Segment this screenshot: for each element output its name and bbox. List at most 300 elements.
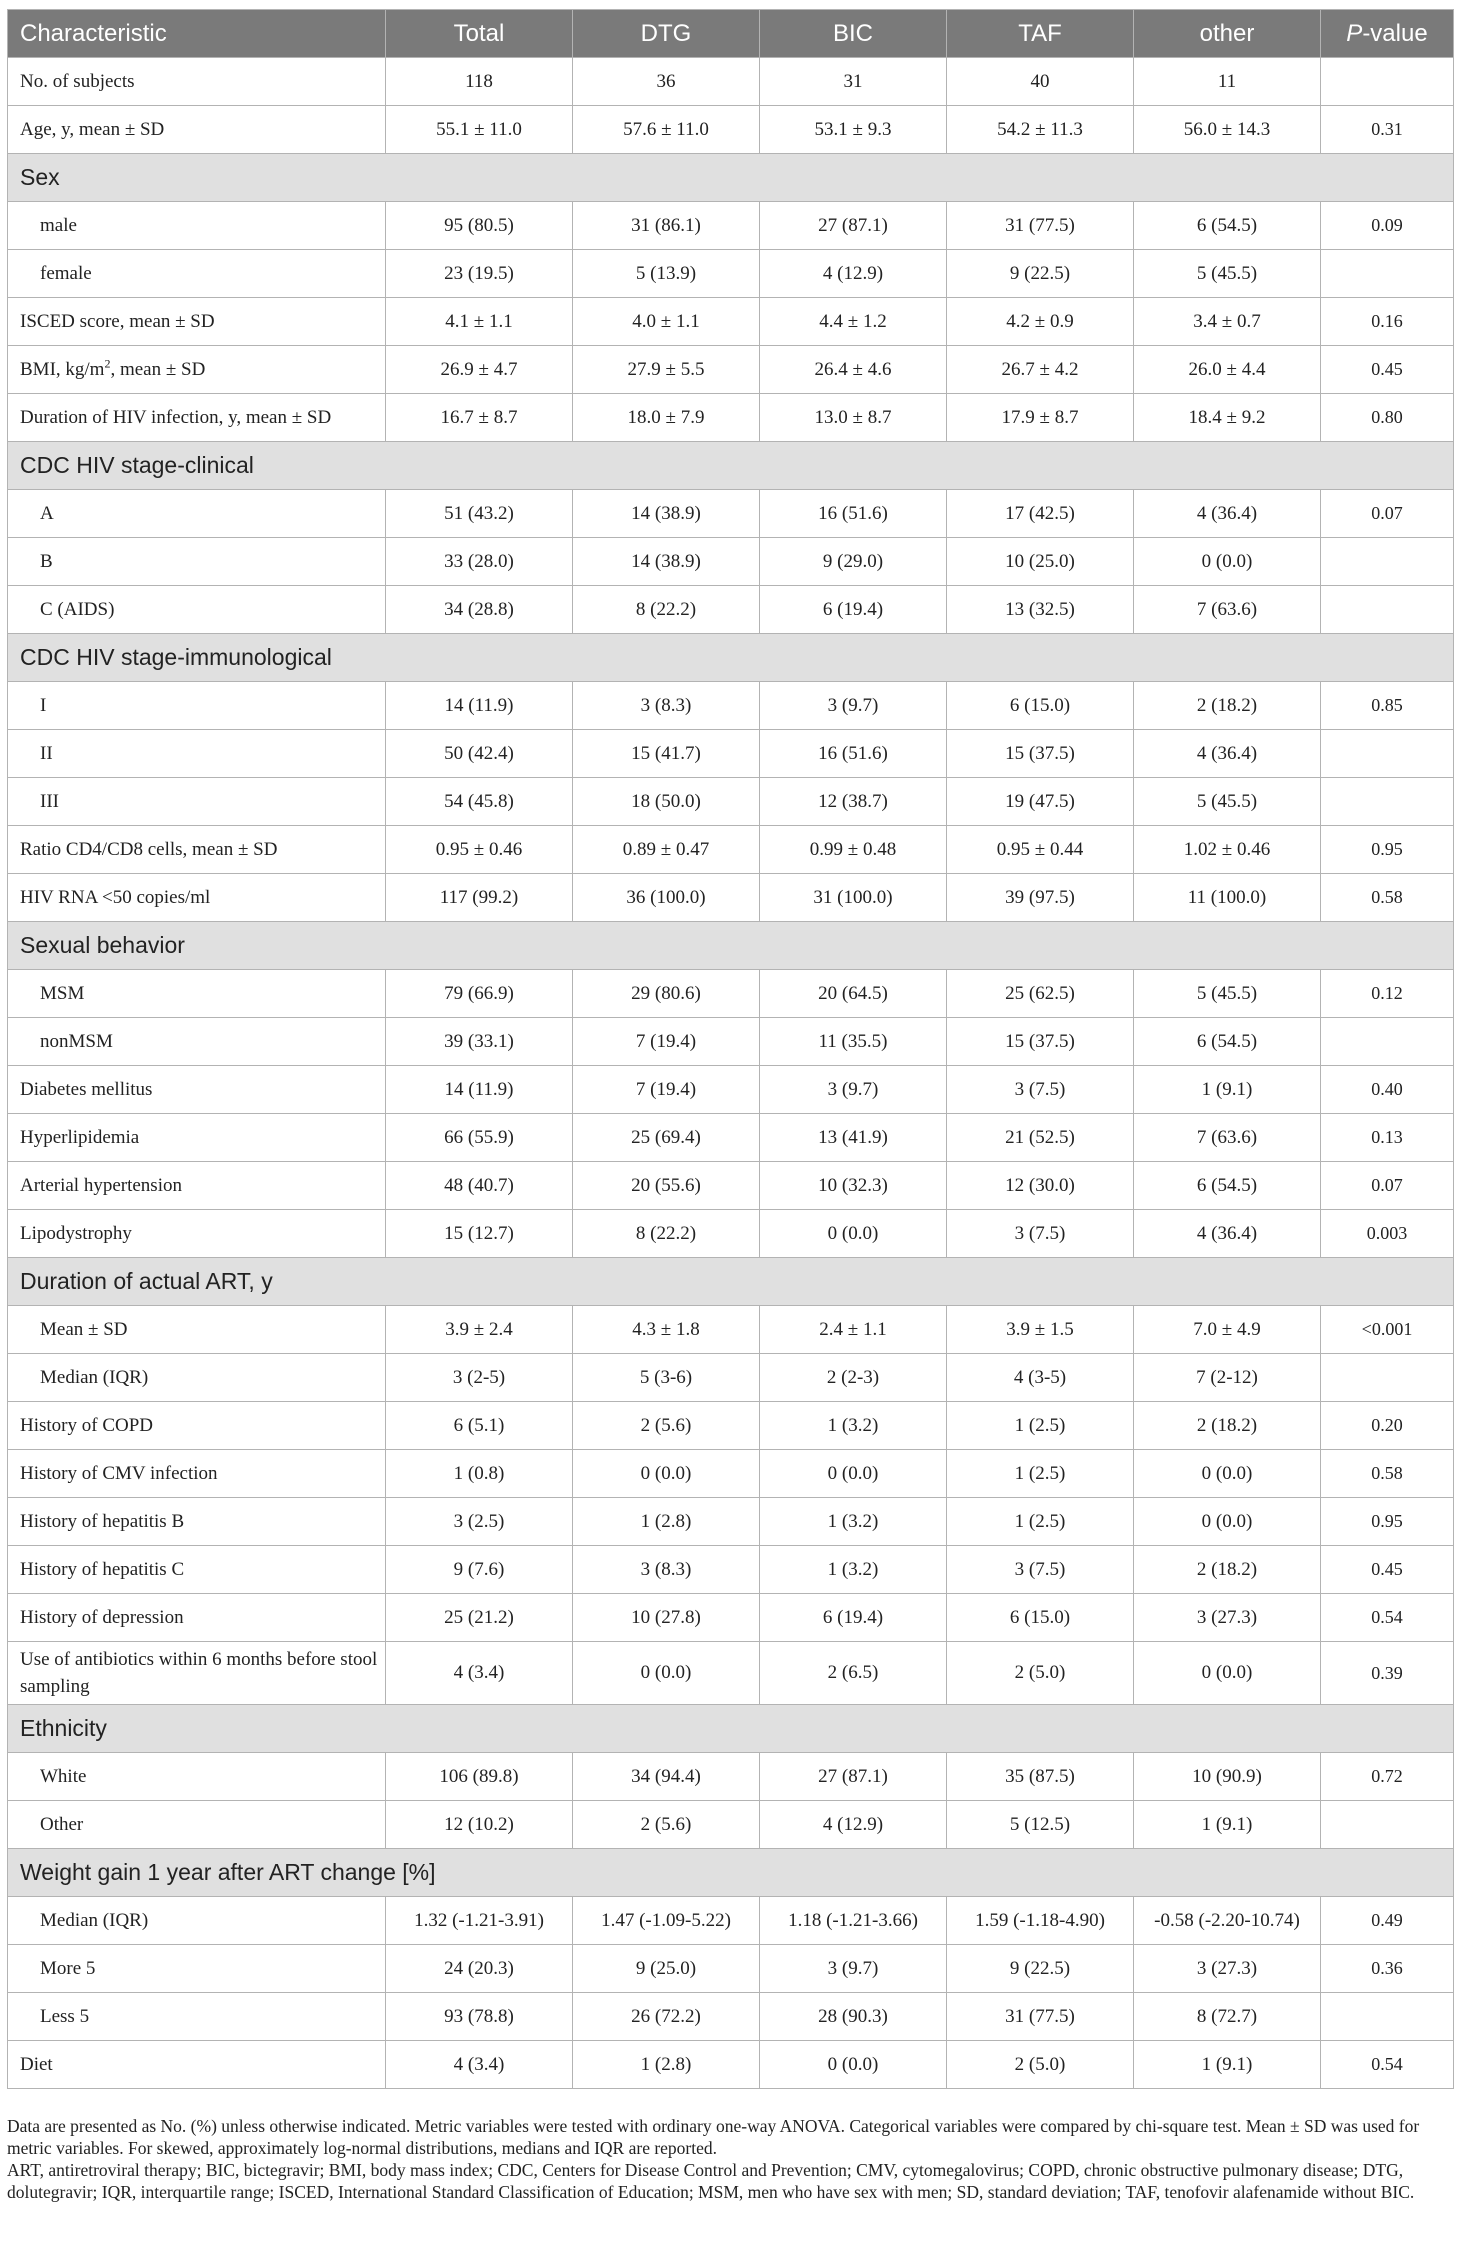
cell-p-value bbox=[1321, 1993, 1454, 2041]
row-label: History of CMV infection bbox=[8, 1450, 386, 1498]
table-row bbox=[8, 1450, 1454, 1498]
cell-total: 1 (0.8) bbox=[386, 1450, 573, 1498]
cell-other: 1 (9.1) bbox=[1134, 2041, 1321, 2089]
cell-p-value bbox=[1321, 250, 1454, 298]
row-label: Use of antibiotics within 6 months before stool sampling bbox=[8, 1642, 386, 1705]
section-header-row bbox=[8, 154, 1454, 202]
cell-other: 1.02 ± 0.46 bbox=[1134, 826, 1321, 874]
cell-total: 15 (12.7) bbox=[386, 1210, 573, 1258]
cell-taf: 3 (7.5) bbox=[947, 1546, 1134, 1594]
section-header-row bbox=[8, 922, 1454, 970]
cell-dtg: 14 (38.9) bbox=[573, 490, 760, 538]
cell-p-value bbox=[1321, 778, 1454, 826]
cell-dtg: 34 (94.4) bbox=[573, 1753, 760, 1801]
cell-taf: 9 (22.5) bbox=[947, 1945, 1134, 1993]
header-bic: BIC bbox=[760, 10, 947, 58]
cell-bic: 0.99 ± 0.48 bbox=[760, 826, 947, 874]
cell-dtg: 4.3 ± 1.8 bbox=[573, 1306, 760, 1354]
cell-bic: 3 (9.7) bbox=[760, 1945, 947, 1993]
cell-total: 4 (3.4) bbox=[386, 1642, 573, 1705]
table-row bbox=[8, 1162, 1454, 1210]
cell-total: 66 (55.9) bbox=[386, 1114, 573, 1162]
cell-dtg: 18.0 ± 7.9 bbox=[573, 394, 760, 442]
cell-bic: 0 (0.0) bbox=[760, 2041, 947, 2089]
cell-other: 7 (2-12) bbox=[1134, 1354, 1321, 1402]
cell-bic: 6 (19.4) bbox=[760, 586, 947, 634]
section-title: Duration of actual ART, y bbox=[8, 1258, 1454, 1306]
cell-taf: 13 (32.5) bbox=[947, 586, 1134, 634]
cell-total: 3 (2-5) bbox=[386, 1354, 573, 1402]
cell-dtg: 7 (19.4) bbox=[573, 1018, 760, 1066]
cell-taf: 9 (22.5) bbox=[947, 250, 1134, 298]
cell-dtg: 2 (5.6) bbox=[573, 1801, 760, 1849]
cell-bic: 10 (32.3) bbox=[760, 1162, 947, 1210]
cell-total: 3.9 ± 2.4 bbox=[386, 1306, 573, 1354]
cell-total: 12 (10.2) bbox=[386, 1801, 573, 1849]
cell-p-value: 0.49 bbox=[1321, 1897, 1454, 1945]
row-label: Median (IQR) bbox=[8, 1354, 386, 1402]
table-row bbox=[8, 58, 1454, 106]
row-label: ISCED score, mean ± SD bbox=[8, 298, 386, 346]
cell-dtg: 0.89 ± 0.47 bbox=[573, 826, 760, 874]
cell-dtg: 15 (41.7) bbox=[573, 730, 760, 778]
cell-p-value bbox=[1321, 1354, 1454, 1402]
table-row bbox=[8, 346, 1454, 394]
row-label: MSM bbox=[8, 970, 386, 1018]
row-label: History of COPD bbox=[8, 1402, 386, 1450]
table-row bbox=[8, 730, 1454, 778]
row-label bbox=[8, 346, 386, 394]
characteristics-table bbox=[7, 9, 1454, 2089]
cell-bic: 9 (29.0) bbox=[760, 538, 947, 586]
row-label: No. of subjects bbox=[8, 58, 386, 106]
cell-bic: 1 (3.2) bbox=[760, 1546, 947, 1594]
cell-taf: 6 (15.0) bbox=[947, 1594, 1134, 1642]
cell-other: 2 (18.2) bbox=[1134, 682, 1321, 730]
cell-dtg: 3 (8.3) bbox=[573, 682, 760, 730]
cell-bic: 27 (87.1) bbox=[760, 1753, 947, 1801]
row-label: nonMSM bbox=[8, 1018, 386, 1066]
table-row bbox=[8, 1897, 1454, 1945]
section-header-row bbox=[8, 442, 1454, 490]
cell-dtg: 2 (5.6) bbox=[573, 1402, 760, 1450]
cell-dtg: 18 (50.0) bbox=[573, 778, 760, 826]
cell-bic: 1.18 (-1.21-3.66) bbox=[760, 1897, 947, 1945]
cell-p-value bbox=[1321, 1801, 1454, 1849]
cell-taf: 31 (77.5) bbox=[947, 202, 1134, 250]
table-row bbox=[8, 1210, 1454, 1258]
cell-other: 2 (18.2) bbox=[1134, 1402, 1321, 1450]
footnote-methods: Data are presented as No. (%) unless otherwise indicated. Metric variables were tested with ordinary one-way ANOVA. Categorical variables were compared by chi-square test. Mean ± SD was used for metric variables. For skewed, approximately log-normal distributions, medians and IQR are reported. bbox=[7, 2116, 1420, 2158]
cell-taf: 39 (97.5) bbox=[947, 874, 1134, 922]
cell-taf: 4.2 ± 0.9 bbox=[947, 298, 1134, 346]
cell-dtg: 31 (86.1) bbox=[573, 202, 760, 250]
cell-total: 33 (28.0) bbox=[386, 538, 573, 586]
cell-taf: 35 (87.5) bbox=[947, 1753, 1134, 1801]
cell-total: 79 (66.9) bbox=[386, 970, 573, 1018]
cell-p-value: 0.58 bbox=[1321, 1450, 1454, 1498]
row-label: III bbox=[8, 778, 386, 826]
cell-bic: 26.4 ± 4.6 bbox=[760, 346, 947, 394]
cell-total: 14 (11.9) bbox=[386, 1066, 573, 1114]
row-label: History of depression bbox=[8, 1594, 386, 1642]
cell-other: 56.0 ± 14.3 bbox=[1134, 106, 1321, 154]
row-label: Diabetes mellitus bbox=[8, 1066, 386, 1114]
cell-other: 11 bbox=[1134, 58, 1321, 106]
cell-bic: 0 (0.0) bbox=[760, 1450, 947, 1498]
row-label: female bbox=[8, 250, 386, 298]
header-row bbox=[8, 10, 1454, 58]
row-label: Diet bbox=[8, 2041, 386, 2089]
cell-dtg: 14 (38.9) bbox=[573, 538, 760, 586]
cell-total: 4 (3.4) bbox=[386, 2041, 573, 2089]
cell-dtg: 36 bbox=[573, 58, 760, 106]
row-label: C (AIDS) bbox=[8, 586, 386, 634]
table-row bbox=[8, 1993, 1454, 2041]
cell-other: 4 (36.4) bbox=[1134, 1210, 1321, 1258]
cell-other: 11 (100.0) bbox=[1134, 874, 1321, 922]
cell-bic: 20 (64.5) bbox=[760, 970, 947, 1018]
cell-taf: 19 (47.5) bbox=[947, 778, 1134, 826]
row-label: More 5 bbox=[8, 1945, 386, 1993]
table-row bbox=[8, 394, 1454, 442]
table-row bbox=[8, 874, 1454, 922]
cell-taf: 2 (5.0) bbox=[947, 1642, 1134, 1705]
row-label: Arterial hypertension bbox=[8, 1162, 386, 1210]
cell-dtg: 5 (3-6) bbox=[573, 1354, 760, 1402]
cell-dtg: 9 (25.0) bbox=[573, 1945, 760, 1993]
row-label: Duration of HIV infection, y, mean ± SD bbox=[8, 394, 386, 442]
cell-bic: 3 (9.7) bbox=[760, 682, 947, 730]
cell-other: 4 (36.4) bbox=[1134, 730, 1321, 778]
header-p-value bbox=[1321, 10, 1454, 58]
table-row bbox=[8, 2041, 1454, 2089]
section-title: CDC HIV stage-clinical bbox=[8, 442, 1454, 490]
cell-other: 0 (0.0) bbox=[1134, 538, 1321, 586]
cell-bic: 28 (90.3) bbox=[760, 1993, 947, 2041]
cell-p-value: 0.45 bbox=[1321, 346, 1454, 394]
cell-dtg: 7 (19.4) bbox=[573, 1066, 760, 1114]
table-row bbox=[8, 1498, 1454, 1546]
table-row bbox=[8, 1753, 1454, 1801]
table-row bbox=[8, 1354, 1454, 1402]
cell-dtg: 1 (2.8) bbox=[573, 1498, 760, 1546]
cell-p-value: 0.07 bbox=[1321, 490, 1454, 538]
cell-other: 8 (72.7) bbox=[1134, 1993, 1321, 2041]
cell-taf: 6 (15.0) bbox=[947, 682, 1134, 730]
cell-total: 1.32 (-1.21-3.91) bbox=[386, 1897, 573, 1945]
cell-total: 118 bbox=[386, 58, 573, 106]
cell-bic: 11 (35.5) bbox=[760, 1018, 947, 1066]
cell-dtg: 3 (8.3) bbox=[573, 1546, 760, 1594]
cell-other: 3.4 ± 0.7 bbox=[1134, 298, 1321, 346]
cell-bic: 2.4 ± 1.1 bbox=[760, 1306, 947, 1354]
header-characteristic: Characteristic bbox=[8, 10, 386, 58]
cell-bic: 4 (12.9) bbox=[760, 250, 947, 298]
table-row bbox=[8, 1801, 1454, 1849]
cell-taf: 3.9 ± 1.5 bbox=[947, 1306, 1134, 1354]
table-row bbox=[8, 202, 1454, 250]
cell-dtg: 8 (22.2) bbox=[573, 1210, 760, 1258]
cell-taf: 15 (37.5) bbox=[947, 1018, 1134, 1066]
cell-p-value: 0.12 bbox=[1321, 970, 1454, 1018]
cell-other: 6 (54.5) bbox=[1134, 1018, 1321, 1066]
cell-other: 7.0 ± 4.9 bbox=[1134, 1306, 1321, 1354]
cell-other: 6 (54.5) bbox=[1134, 202, 1321, 250]
cell-total: 95 (80.5) bbox=[386, 202, 573, 250]
cell-dtg: 57.6 ± 11.0 bbox=[573, 106, 760, 154]
row-label-text: BMI, kg/m bbox=[20, 358, 105, 380]
cell-taf: 54.2 ± 11.3 bbox=[947, 106, 1134, 154]
cell-p-value: 0.80 bbox=[1321, 394, 1454, 442]
cell-p-value: 0.72 bbox=[1321, 1753, 1454, 1801]
section-header-row bbox=[8, 634, 1454, 682]
row-label: History of hepatitis C bbox=[8, 1546, 386, 1594]
cell-bic: 53.1 ± 9.3 bbox=[760, 106, 947, 154]
cell-p-value: 0.95 bbox=[1321, 826, 1454, 874]
cell-bic: 12 (38.7) bbox=[760, 778, 947, 826]
section-title: Sex bbox=[8, 154, 1454, 202]
cell-taf: 31 (77.5) bbox=[947, 1993, 1134, 2041]
row-label: male bbox=[8, 202, 386, 250]
cell-total: 24 (20.3) bbox=[386, 1945, 573, 1993]
table-row bbox=[8, 1114, 1454, 1162]
header-other: other bbox=[1134, 10, 1321, 58]
table-row bbox=[8, 106, 1454, 154]
cell-p-value: 0.39 bbox=[1321, 1642, 1454, 1705]
cell-bic: 31 bbox=[760, 58, 947, 106]
header-taf: TAF bbox=[947, 10, 1134, 58]
table-row bbox=[8, 1594, 1454, 1642]
cell-p-value: 0.40 bbox=[1321, 1066, 1454, 1114]
table-row bbox=[8, 682, 1454, 730]
cell-p-value bbox=[1321, 586, 1454, 634]
cell-total: 6 (5.1) bbox=[386, 1402, 573, 1450]
cell-other: 0 (0.0) bbox=[1134, 1642, 1321, 1705]
cell-taf: 21 (52.5) bbox=[947, 1114, 1134, 1162]
cell-p-value: 0.16 bbox=[1321, 298, 1454, 346]
cell-p-value: 0.54 bbox=[1321, 1594, 1454, 1642]
cell-other: 3 (27.3) bbox=[1134, 1945, 1321, 1993]
cell-total: 4.1 ± 1.1 bbox=[386, 298, 573, 346]
cell-other: 1 (9.1) bbox=[1134, 1801, 1321, 1849]
cell-dtg: 27.9 ± 5.5 bbox=[573, 346, 760, 394]
cell-total: 39 (33.1) bbox=[386, 1018, 573, 1066]
section-title: Sexual behavior bbox=[8, 922, 1454, 970]
cell-total: 0.95 ± 0.46 bbox=[386, 826, 573, 874]
cell-taf: 40 bbox=[947, 58, 1134, 106]
cell-p-value: 0.31 bbox=[1321, 106, 1454, 154]
header-dtg: DTG bbox=[573, 10, 760, 58]
row-label-superscript: 2 bbox=[104, 356, 111, 371]
cell-dtg: 4.0 ± 1.1 bbox=[573, 298, 760, 346]
cell-bic: 16 (51.6) bbox=[760, 490, 947, 538]
section-title: CDC HIV stage-immunological bbox=[8, 634, 1454, 682]
cell-bic: 4.4 ± 1.2 bbox=[760, 298, 947, 346]
cell-total: 25 (21.2) bbox=[386, 1594, 573, 1642]
cell-p-value: 0.95 bbox=[1321, 1498, 1454, 1546]
cell-taf: 4 (3-5) bbox=[947, 1354, 1134, 1402]
cell-taf: 2 (5.0) bbox=[947, 2041, 1134, 2089]
cell-dtg: 8 (22.2) bbox=[573, 586, 760, 634]
cell-taf: 15 (37.5) bbox=[947, 730, 1134, 778]
cell-taf: 3 (7.5) bbox=[947, 1066, 1134, 1114]
row-label: Hyperlipidemia bbox=[8, 1114, 386, 1162]
row-label: HIV RNA <50 copies/ml bbox=[8, 874, 386, 922]
table-row bbox=[8, 1402, 1454, 1450]
cell-total: 106 (89.8) bbox=[386, 1753, 573, 1801]
cell-p-value: 0.003 bbox=[1321, 1210, 1454, 1258]
cell-total: 55.1 ± 11.0 bbox=[386, 106, 573, 154]
table-row bbox=[8, 1642, 1454, 1705]
cell-total: 23 (19.5) bbox=[386, 250, 573, 298]
cell-other: 5 (45.5) bbox=[1134, 970, 1321, 1018]
cell-other: 10 (90.9) bbox=[1134, 1753, 1321, 1801]
row-label: Age, y, mean ± SD bbox=[8, 106, 386, 154]
cell-taf: 1 (2.5) bbox=[947, 1450, 1134, 1498]
cell-taf: 0.95 ± 0.44 bbox=[947, 826, 1134, 874]
cell-bic: 0 (0.0) bbox=[760, 1210, 947, 1258]
cell-other: 7 (63.6) bbox=[1134, 586, 1321, 634]
cell-other: 7 (63.6) bbox=[1134, 1114, 1321, 1162]
cell-taf: 10 (25.0) bbox=[947, 538, 1134, 586]
row-label: Mean ± SD bbox=[8, 1306, 386, 1354]
cell-other: 5 (45.5) bbox=[1134, 778, 1321, 826]
cell-other: -0.58 (-2.20-10.74) bbox=[1134, 1897, 1321, 1945]
cell-dtg: 29 (80.6) bbox=[573, 970, 760, 1018]
cell-other: 18.4 ± 9.2 bbox=[1134, 394, 1321, 442]
cell-total: 3 (2.5) bbox=[386, 1498, 573, 1546]
cell-taf: 25 (62.5) bbox=[947, 970, 1134, 1018]
cell-p-value bbox=[1321, 1018, 1454, 1066]
cell-total: 9 (7.6) bbox=[386, 1546, 573, 1594]
table-row bbox=[8, 778, 1454, 826]
cell-dtg: 0 (0.0) bbox=[573, 1642, 760, 1705]
cell-p-value bbox=[1321, 730, 1454, 778]
table-row bbox=[8, 538, 1454, 586]
cell-taf: 1 (2.5) bbox=[947, 1498, 1134, 1546]
header-p-italic: P bbox=[1346, 19, 1363, 47]
cell-p-value: 0.20 bbox=[1321, 1402, 1454, 1450]
cell-other: 0 (0.0) bbox=[1134, 1450, 1321, 1498]
cell-dtg: 0 (0.0) bbox=[573, 1450, 760, 1498]
cell-dtg: 5 (13.9) bbox=[573, 250, 760, 298]
table-footnotes bbox=[7, 2115, 1453, 2203]
cell-bic: 3 (9.7) bbox=[760, 1066, 947, 1114]
row-label: White bbox=[8, 1753, 386, 1801]
cell-other: 2 (18.2) bbox=[1134, 1546, 1321, 1594]
cell-dtg: 26 (72.2) bbox=[573, 1993, 760, 2041]
cell-other: 5 (45.5) bbox=[1134, 250, 1321, 298]
cell-bic: 13 (41.9) bbox=[760, 1114, 947, 1162]
row-label: Less 5 bbox=[8, 1993, 386, 2041]
cell-dtg: 20 (55.6) bbox=[573, 1162, 760, 1210]
table-row bbox=[8, 1945, 1454, 1993]
cell-bic: 16 (51.6) bbox=[760, 730, 947, 778]
cell-taf: 1 (2.5) bbox=[947, 1402, 1134, 1450]
cell-total: 34 (28.8) bbox=[386, 586, 573, 634]
cell-other: 6 (54.5) bbox=[1134, 1162, 1321, 1210]
cell-dtg: 10 (27.8) bbox=[573, 1594, 760, 1642]
row-label: II bbox=[8, 730, 386, 778]
cell-bic: 6 (19.4) bbox=[760, 1594, 947, 1642]
section-header-row bbox=[8, 1705, 1454, 1753]
cell-p-value: 0.45 bbox=[1321, 1546, 1454, 1594]
cell-taf: 5 (12.5) bbox=[947, 1801, 1134, 1849]
header-total: Total bbox=[386, 10, 573, 58]
cell-taf: 17 (42.5) bbox=[947, 490, 1134, 538]
cell-other: 4 (36.4) bbox=[1134, 490, 1321, 538]
cell-bic: 31 (100.0) bbox=[760, 874, 947, 922]
cell-other: 3 (27.3) bbox=[1134, 1594, 1321, 1642]
cell-taf: 17.9 ± 8.7 bbox=[947, 394, 1134, 442]
cell-bic: 13.0 ± 8.7 bbox=[760, 394, 947, 442]
row-label: History of hepatitis B bbox=[8, 1498, 386, 1546]
cell-dtg: 36 (100.0) bbox=[573, 874, 760, 922]
cell-total: 51 (43.2) bbox=[386, 490, 573, 538]
row-label: Ratio CD4/CD8 cells, mean ± SD bbox=[8, 826, 386, 874]
row-label: Other bbox=[8, 1801, 386, 1849]
row-label: I bbox=[8, 682, 386, 730]
cell-other: 1 (9.1) bbox=[1134, 1066, 1321, 1114]
table-row bbox=[8, 1546, 1454, 1594]
cell-other: 26.0 ± 4.4 bbox=[1134, 346, 1321, 394]
cell-bic: 4 (12.9) bbox=[760, 1801, 947, 1849]
cell-p-value: 0.36 bbox=[1321, 1945, 1454, 1993]
cell-dtg: 25 (69.4) bbox=[573, 1114, 760, 1162]
cell-p-value: 0.54 bbox=[1321, 2041, 1454, 2089]
cell-total: 26.9 ± 4.7 bbox=[386, 346, 573, 394]
cell-total: 48 (40.7) bbox=[386, 1162, 573, 1210]
cell-total: 16.7 ± 8.7 bbox=[386, 394, 573, 442]
cell-p-value: 0.07 bbox=[1321, 1162, 1454, 1210]
cell-dtg: 1 (2.8) bbox=[573, 2041, 760, 2089]
cell-total: 93 (78.8) bbox=[386, 1993, 573, 2041]
table-row bbox=[8, 490, 1454, 538]
cell-taf: 12 (30.0) bbox=[947, 1162, 1134, 1210]
cell-bic: 2 (6.5) bbox=[760, 1642, 947, 1705]
section-title: Ethnicity bbox=[8, 1705, 1454, 1753]
row-label: Lipodystrophy bbox=[8, 1210, 386, 1258]
cell-dtg: 1.47 (-1.09-5.22) bbox=[573, 1897, 760, 1945]
cell-total: 14 (11.9) bbox=[386, 682, 573, 730]
cell-p-value: 0.09 bbox=[1321, 202, 1454, 250]
section-title: Weight gain 1 year after ART change [%] bbox=[8, 1849, 1454, 1897]
cell-p-value: 0.85 bbox=[1321, 682, 1454, 730]
row-label: Median (IQR) bbox=[8, 1897, 386, 1945]
cell-taf: 26.7 ± 4.2 bbox=[947, 346, 1134, 394]
cell-total: 117 (99.2) bbox=[386, 874, 573, 922]
table-row bbox=[8, 1066, 1454, 1114]
table-row bbox=[8, 1018, 1454, 1066]
cell-bic: 27 (87.1) bbox=[760, 202, 947, 250]
row-label-suffix: , mean ± SD bbox=[110, 358, 206, 380]
section-header-row bbox=[8, 1258, 1454, 1306]
footnote-abbreviations: ART, antiretroviral therapy; BIC, bictegravir; BMI, body mass index; CDC, Centers for Disease Control and Prevention; CMV, cytomegalovirus; COPD, chronic obstructive pulmonary disease; DTG, dolutegravir; IQR, interquartile range; ISCED, International Standard Classification of Education; MSM, men who have sex with men; SD, standard deviation; TAF, tenofovir alafenamide without BIC. bbox=[7, 2160, 1415, 2202]
cell-taf: 3 (7.5) bbox=[947, 1210, 1134, 1258]
cell-p-value: 0.58 bbox=[1321, 874, 1454, 922]
cell-p-value bbox=[1321, 58, 1454, 106]
table-row bbox=[8, 1306, 1454, 1354]
cell-taf: 1.59 (-1.18-4.90) bbox=[947, 1897, 1134, 1945]
row-label: B bbox=[8, 538, 386, 586]
row-label: A bbox=[8, 490, 386, 538]
cell-bic: 2 (2-3) bbox=[760, 1354, 947, 1402]
table-row bbox=[8, 970, 1454, 1018]
cell-total: 54 (45.8) bbox=[386, 778, 573, 826]
cell-p-value: 0.13 bbox=[1321, 1114, 1454, 1162]
cell-bic: 1 (3.2) bbox=[760, 1498, 947, 1546]
